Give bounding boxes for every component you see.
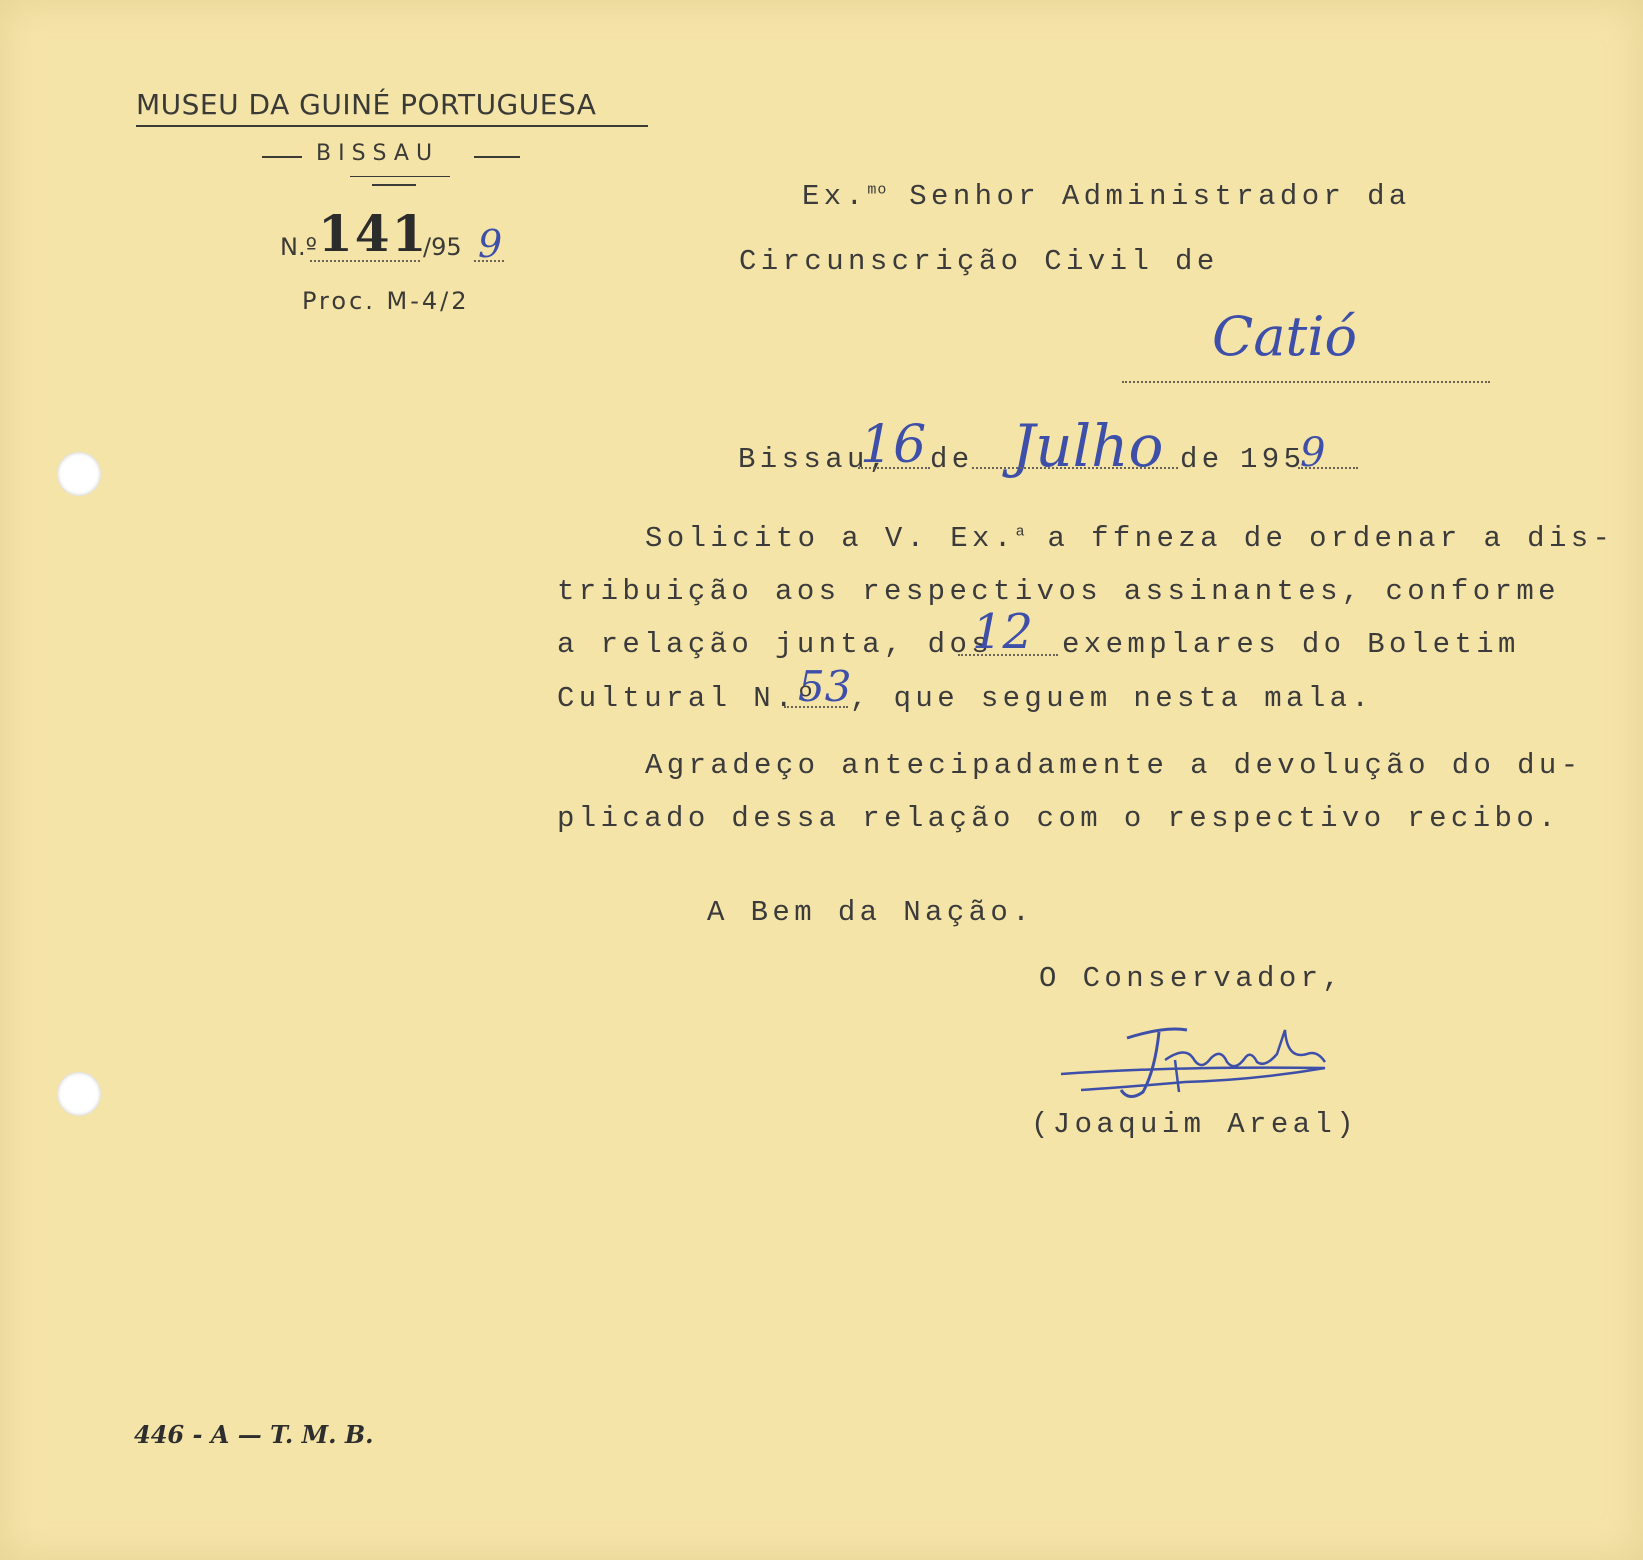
bulletin-number: 53: [798, 662, 852, 711]
bulletin-number-dots: [784, 706, 848, 708]
addressee-line-2: Circunscrição Civil de: [739, 245, 1219, 278]
addressee-title: Senhor Administrador da: [909, 180, 1411, 213]
date-de-1: de: [930, 443, 974, 476]
ref-year-digit: 9: [478, 222, 503, 266]
letterhead-short-rule-2: [372, 184, 416, 186]
addressee-location-dots: [1122, 381, 1490, 383]
addressee-prefix: Ex.: [802, 180, 868, 213]
date-day-dots: [858, 467, 930, 469]
ref-year-prefix: /95: [423, 233, 462, 261]
body-line-1-end: a ffneza de ordenar a dis-: [1025, 522, 1615, 555]
body-line-6: plicado dessa relação com o respectivo recibo.: [557, 802, 1560, 835]
ref-number-label: N.º: [280, 233, 317, 261]
form-code: 446 - A — T. M. B.: [134, 1420, 374, 1449]
body-line-5: Agradeço antecipadamente a devolução do du-: [645, 749, 1583, 782]
closing-salutation: A Bem da Nação.: [707, 896, 1035, 929]
date-de-2: de: [1180, 443, 1224, 476]
date-year-digit: 9: [1300, 430, 1326, 476]
letterhead-dash-left: [262, 156, 302, 158]
date-month-dots: [972, 467, 1178, 469]
signature: [1055, 1010, 1345, 1110]
punch-hole-bottom: [57, 1072, 101, 1116]
date-year-dots: [1298, 467, 1358, 469]
punch-hole-top: [57, 452, 101, 496]
body-line-4-start: Cultural N.º: [557, 682, 819, 715]
ref-number-dots: [310, 260, 420, 262]
body-line-3-end: exemplares do Boletim: [1062, 628, 1520, 661]
addressee-superscript: mo: [867, 181, 888, 199]
signer-title: O Conservador,: [1039, 962, 1345, 995]
body-line-1-superscript: a: [1015, 523, 1026, 541]
body-line-1-start: Solicito a V. Ex.: [645, 522, 1016, 555]
ref-number-value: 141: [318, 204, 429, 263]
letterhead-title: MUSEU DA GUINÉ PORTUGUESA: [136, 88, 597, 121]
date-day: 16: [860, 415, 927, 475]
addressee-line-1: [802, 180, 1411, 213]
body-line-3-start: a relação junta, dos: [557, 628, 994, 661]
body-line-1: [645, 522, 1614, 555]
signer-name: (Joaquim Areal): [1031, 1108, 1359, 1141]
body-line-4-end: , que seguem nesta mala.: [850, 682, 1374, 715]
addressee-location: Catió: [1212, 305, 1357, 368]
process-reference: Proc. M-4/2: [302, 287, 470, 315]
letterhead-city: BISSAU: [316, 141, 440, 166]
letterhead-underline: [136, 125, 648, 127]
copies-count: 12: [972, 604, 1034, 660]
letterhead-short-rule: [350, 176, 450, 177]
ref-year-dots: [474, 260, 504, 262]
date-city: Bissau,: [738, 443, 891, 476]
letterhead-dash-right: [474, 156, 520, 158]
date-year-prefix: 195: [1240, 443, 1306, 476]
date-month: Julho: [1012, 412, 1164, 480]
copies-dots: [958, 654, 1058, 656]
body-line-2: tribuição aos respectivos assinantes, conforme: [557, 575, 1560, 608]
